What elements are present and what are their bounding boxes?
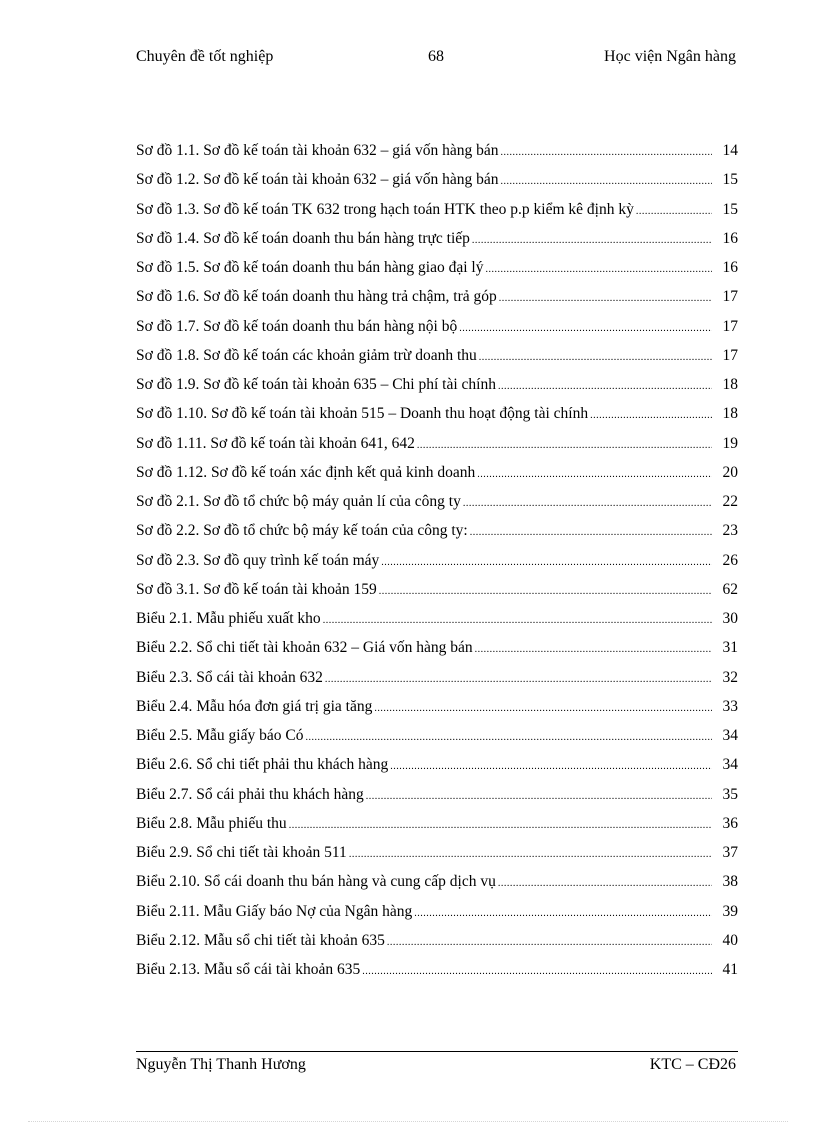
toc-entry-page: 22 bbox=[722, 493, 738, 510]
toc-entry-title: Sơ đồ 1.7. Sơ đồ kế toán doanh thu bán hàng nội bộ bbox=[136, 317, 458, 335]
dot-leader bbox=[498, 381, 712, 392]
toc-entry[interactable] bbox=[136, 786, 738, 815]
toc-entry-page: 15 bbox=[722, 171, 738, 189]
toc-entry-title: Sơ đồ 1.10. Sơ đồ kế toán tài khoản 515 – Doanh thu hoạt động tài chính bbox=[136, 405, 589, 423]
toc-entry-page: 39 bbox=[722, 902, 738, 920]
dot-leader bbox=[636, 206, 712, 217]
dot-leader bbox=[379, 586, 712, 597]
dot-leader bbox=[477, 469, 712, 480]
toc-entry-page: 18 bbox=[722, 376, 738, 393]
toc-entry-title: Biểu 2.5. Mẫu giấy báo Có bbox=[136, 727, 304, 744]
dot-leader bbox=[499, 293, 712, 304]
dot-leader bbox=[475, 644, 712, 655]
toc-entry[interactable] bbox=[136, 669, 738, 698]
toc-entry-page: 62 bbox=[722, 580, 738, 598]
toc-entry[interactable] bbox=[136, 815, 738, 844]
toc-entry-title: Sơ đồ 2.1. Sơ đồ tổ chức bộ máy quản lí của công ty bbox=[136, 493, 461, 510]
page-footer bbox=[136, 1056, 736, 1078]
dot-leader bbox=[387, 937, 712, 948]
toc-entry[interactable] bbox=[136, 961, 738, 990]
toc-entry[interactable] bbox=[136, 201, 738, 230]
toc-entry[interactable] bbox=[136, 435, 738, 464]
toc-entry[interactable] bbox=[136, 932, 738, 961]
page-edge bbox=[28, 1121, 788, 1122]
toc-entry[interactable] bbox=[136, 727, 738, 756]
toc-entry[interactable] bbox=[136, 347, 738, 376]
toc-entry-title: Biểu 2.13. Mẫu sổ cái tài khoản 635 bbox=[136, 961, 361, 978]
dot-leader bbox=[472, 235, 712, 246]
toc-entry-page: 18 bbox=[722, 405, 738, 423]
dot-leader bbox=[381, 557, 712, 568]
toc-entry-title: Sơ đồ 2.3. Sơ đồ quy trình kế toán máy bbox=[136, 551, 380, 569]
dot-leader bbox=[479, 352, 712, 363]
toc-entry[interactable] bbox=[136, 464, 738, 493]
toc-entry-title: Biểu 2.7. Sổ cái phải thu khách hàng bbox=[136, 785, 364, 803]
author-name: Nguyễn Thị Thanh Hương bbox=[136, 1056, 306, 1073]
dot-leader bbox=[362, 966, 712, 977]
dot-leader bbox=[459, 323, 712, 334]
toc-entry[interactable] bbox=[136, 610, 738, 639]
dot-leader bbox=[485, 264, 712, 275]
toc-entry-page: 31 bbox=[722, 639, 738, 657]
toc-entry[interactable] bbox=[136, 259, 738, 288]
toc-entry-title: Sơ đồ 2.2. Sơ đồ tổ chức bộ máy kế toán của công ty: bbox=[136, 522, 468, 540]
toc-entry-page: 41 bbox=[722, 961, 738, 978]
toc-entry-page: 37 bbox=[722, 844, 738, 861]
dot-leader bbox=[498, 878, 712, 889]
toc-entry-title: Biểu 2.10. Sổ cái doanh thu bán hàng và cung cấp dịch vụ bbox=[136, 873, 496, 891]
toc-entry[interactable] bbox=[136, 230, 738, 259]
toc-entry-title: Sơ đồ 1.8. Sơ đồ kế toán các khoản giảm trừ doanh thu bbox=[136, 346, 477, 364]
toc-entry[interactable] bbox=[136, 756, 738, 785]
dot-leader bbox=[305, 732, 712, 743]
toc-entry-page: 30 bbox=[722, 610, 738, 627]
toc-entry[interactable] bbox=[136, 142, 738, 171]
toc-entry-title: Biểu 2.12. Mẫu sổ chi tiết tài khoản 635 bbox=[136, 931, 385, 949]
toc-entry-page: 20 bbox=[722, 463, 738, 481]
toc-entry[interactable] bbox=[136, 493, 738, 522]
toc-entry[interactable] bbox=[136, 639, 738, 668]
toc-entry-title: Sơ đồ 1.9. Sơ đồ kế toán tài khoản 635 – Chi phí tài chính bbox=[136, 376, 496, 393]
toc-entry[interactable] bbox=[136, 522, 738, 551]
toc-entry-title: Biểu 2.9. Sổ chi tiết tài khoản 511 bbox=[136, 844, 347, 861]
toc-entry-page: 15 bbox=[722, 200, 738, 218]
toc-entry-title: Sơ đồ 1.1. Sơ đồ kế toán tài khoản 632 – giá vốn hàng bán bbox=[136, 142, 499, 159]
toc-entry-title: Sơ đồ 3.1. Sơ đồ kế toán tài khoản 159 bbox=[136, 580, 377, 598]
toc-entry[interactable] bbox=[136, 288, 738, 317]
toc-entry-page: 14 bbox=[722, 142, 738, 159]
toc-entry[interactable] bbox=[136, 698, 738, 727]
toc-entry-page: 17 bbox=[722, 346, 738, 364]
institution-name: Học viện Ngân hàng bbox=[604, 48, 736, 65]
toc-entry-title: Sơ đồ 1.4. Sơ đồ kế toán doanh thu bán hàng trực tiếp bbox=[136, 229, 470, 247]
toc-entry-title: Biểu 2.4. Mẫu hóa đơn giá trị gia tăng bbox=[136, 697, 373, 715]
toc-entry-page: 19 bbox=[722, 434, 738, 452]
dot-leader bbox=[414, 908, 712, 919]
toc-entry[interactable] bbox=[136, 844, 738, 873]
toc-entry[interactable] bbox=[136, 171, 738, 200]
dot-leader bbox=[325, 674, 712, 685]
class-code: KTC – CĐ26 bbox=[649, 1056, 736, 1073]
dot-leader bbox=[349, 849, 712, 860]
toc-entry-page: 16 bbox=[722, 259, 738, 276]
toc-entry-page: 23 bbox=[722, 522, 738, 540]
toc-entry[interactable] bbox=[136, 873, 738, 902]
toc-entry-page: 38 bbox=[722, 873, 738, 891]
footer-divider bbox=[136, 1051, 738, 1052]
toc-entry-title: Sơ đồ 1.11. Sơ đồ kế toán tài khoản 641, 642 bbox=[136, 434, 415, 452]
document-type-label: Chuyên đề tốt nghiệp bbox=[136, 48, 274, 65]
list-of-figures bbox=[136, 142, 738, 990]
toc-entry-page: 35 bbox=[722, 785, 738, 803]
toc-entry-page: 17 bbox=[722, 317, 738, 335]
toc-entry-title: Biểu 2.2. Sổ chi tiết tài khoản 632 – Giá vốn hàng bán bbox=[136, 639, 473, 657]
toc-entry[interactable] bbox=[136, 903, 738, 932]
page-header bbox=[136, 48, 736, 70]
toc-entry-page: 17 bbox=[722, 288, 738, 306]
dot-leader bbox=[590, 410, 712, 421]
toc-entry-page: 40 bbox=[722, 931, 738, 949]
dot-leader bbox=[289, 820, 712, 831]
dot-leader bbox=[366, 791, 712, 802]
toc-entry-page: 32 bbox=[722, 668, 738, 686]
dot-leader bbox=[323, 615, 712, 626]
toc-entry-page: 33 bbox=[722, 697, 738, 715]
toc-entry-title: Biểu 2.1. Mẫu phiếu xuất kho bbox=[136, 610, 321, 627]
page-number: 68 bbox=[428, 48, 444, 65]
toc-entry[interactable] bbox=[136, 552, 738, 581]
toc-entry-title: Biểu 2.3. Sổ cái tài khoản 632 bbox=[136, 668, 323, 686]
toc-entry[interactable] bbox=[136, 581, 738, 610]
toc-entry-title: Sơ đồ 1.2. Sơ đồ kế toán tài khoản 632 – giá vốn hàng bán bbox=[136, 171, 499, 189]
dot-leader bbox=[501, 147, 712, 158]
dot-leader bbox=[390, 761, 712, 772]
dot-leader bbox=[417, 440, 712, 451]
toc-entry-title: Sơ đồ 1.12. Sơ đồ kế toán xác định kết quả kinh doanh bbox=[136, 463, 476, 481]
toc-entry-page: 36 bbox=[722, 814, 738, 832]
dot-leader bbox=[374, 703, 712, 714]
dot-leader bbox=[463, 498, 712, 509]
toc-entry[interactable] bbox=[136, 376, 738, 405]
toc-entry-title: Biểu 2.6. Sổ chi tiết phải thu khách hàng bbox=[136, 756, 389, 774]
dot-leader bbox=[501, 176, 712, 187]
toc-entry-title: Biểu 2.11. Mẫu Giấy báo Nợ của Ngân hàng bbox=[136, 902, 413, 920]
toc-entry-title: Sơ đồ 1.6. Sơ đồ kế toán doanh thu hàng trả chậm, trả góp bbox=[136, 288, 497, 306]
toc-entry[interactable] bbox=[136, 405, 738, 434]
toc-entry-title: Biểu 2.8. Mẫu phiếu thu bbox=[136, 814, 287, 832]
toc-entry-page: 34 bbox=[722, 727, 738, 744]
toc-entry-page: 26 bbox=[722, 551, 738, 569]
toc-entry-page: 16 bbox=[722, 229, 738, 247]
toc-entry-title: Sơ đồ 1.5. Sơ đồ kế toán doanh thu bán hàng giao đại lý bbox=[136, 259, 484, 276]
toc-entry-page: 34 bbox=[722, 756, 738, 774]
toc-entry[interactable] bbox=[136, 318, 738, 347]
toc-entry-title: Sơ đồ 1.3. Sơ đồ kế toán TK 632 trong hạch toán HTK theo p.p kiểm kê định kỳ bbox=[136, 200, 634, 218]
dot-leader bbox=[470, 527, 712, 538]
